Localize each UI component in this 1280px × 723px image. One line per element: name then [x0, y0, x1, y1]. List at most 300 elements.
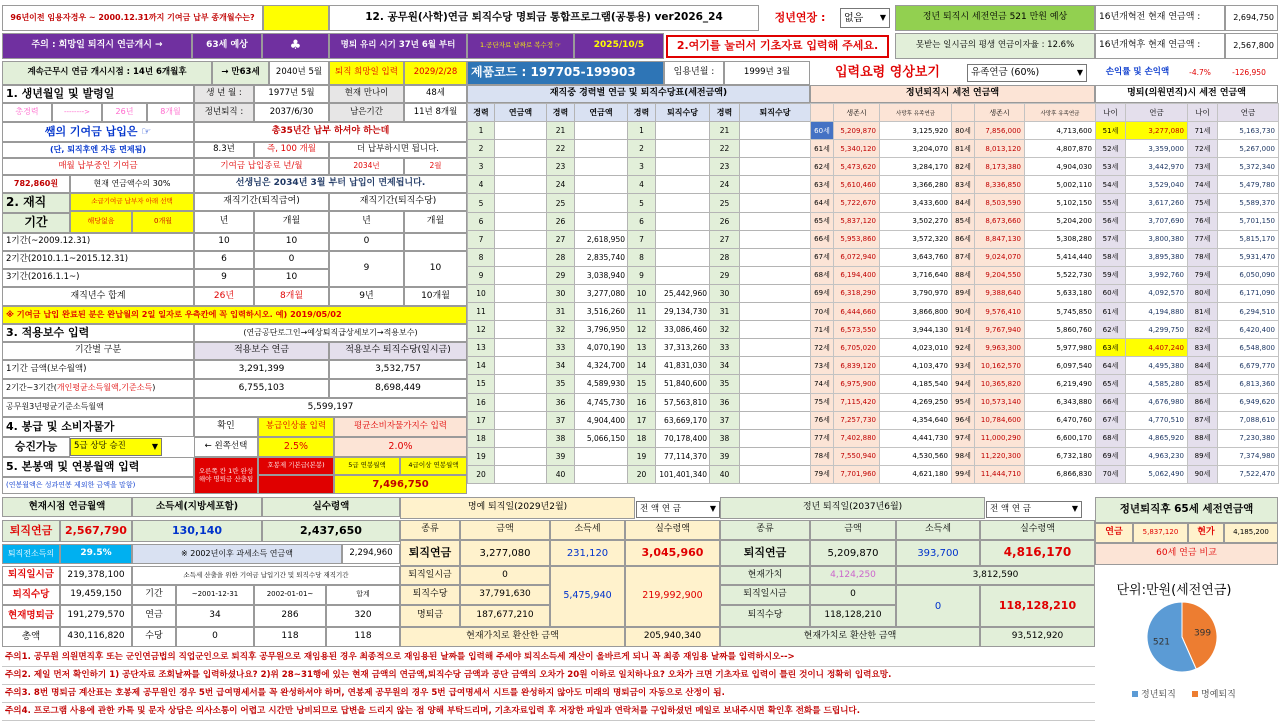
survivor-cell: 4,621,180 — [880, 465, 952, 483]
pension-cell: 7,701,960 — [834, 465, 880, 483]
chevron-down-icon: ▼ — [151, 441, 158, 451]
career-cell — [740, 248, 811, 266]
honor-pension-cell: 7,088,610 — [1218, 411, 1279, 429]
honor-pension-cell: 6,813,360 — [1218, 375, 1279, 393]
notice-line: 주의2. 제일 먼저 확인하기 1) 공단자료 조회날짜를 입력하셨나요? 2)위 28~31행에 있는 현재 금액의 연금액,퇴직수당 금액과 공단 금액의 오차가 20원 이하로 일치하나요? 오차가 크면 기초자료 입력이 틀린 것이니 정확히 입력요망. — [2, 667, 1095, 685]
table-row — [1096, 375, 1279, 393]
survivor-cell: 4,103,470 — [880, 357, 952, 375]
table-row — [811, 339, 1096, 357]
regular-net-header: 실수령액 — [980, 520, 1095, 540]
survivor-cell: 6,097,540 — [1025, 357, 1096, 375]
age-cell: 83세 — [952, 176, 975, 194]
pension-cell: 6,072,940 — [834, 248, 880, 266]
salary-base-input[interactable] — [258, 475, 334, 494]
career-cell — [495, 303, 547, 321]
honor-pension-cell: 5,267,000 — [1218, 140, 1279, 158]
tenure-allow-header: 재직기간(퇴직수당) — [329, 193, 467, 211]
salary-annual-input[interactable]: 7,496,750 — [334, 475, 467, 494]
pension-cell: 9,963,300 — [975, 339, 1025, 357]
career-cell — [575, 176, 628, 194]
career-cell: 27 — [710, 230, 740, 248]
career-cell — [656, 266, 710, 284]
period1-months: 10 — [254, 233, 329, 251]
career-cell: 13 — [628, 339, 656, 357]
retire-date: 2037/6/30 — [254, 103, 329, 122]
regular-lump-amount: 0 — [810, 585, 896, 605]
career-cell — [495, 248, 547, 266]
age-cell: 69세 — [811, 284, 834, 302]
survivor-cell: 4,530,560 — [880, 447, 952, 465]
retire-pension-value: 2,567,790 — [60, 520, 132, 542]
survivor-pension-select[interactable]: 유족연금 (60%) ▼ — [967, 64, 1087, 82]
survivor-cell: 6,732,180 — [1025, 447, 1096, 465]
pension-cell: 7,550,940 — [834, 447, 880, 465]
table-row — [811, 176, 1096, 194]
table-row — [1096, 140, 1279, 158]
career-cell — [656, 176, 710, 194]
age-cell: 75세 — [1188, 194, 1218, 212]
contribution-total: 총35년간 납부 하셔야 하는데 — [194, 122, 467, 142]
table-row — [468, 429, 811, 447]
contribution-more: 더 납부하시면 됩니다. — [329, 142, 467, 158]
survivor-cell: 3,790,970 — [880, 284, 952, 302]
salary-col1: 오른쪽 칸 1란 완성 해야 명퇴금 산출됨 — [194, 457, 258, 494]
program-title: 12. 공무원(사학)연금 퇴직수당 명퇴금 통합프로그램(공통용) ver2026_24 — [329, 5, 759, 31]
age-cell: 65세 — [1096, 375, 1126, 393]
pie-chart-title: 단위:만원(세전연금) — [1116, 582, 1232, 598]
age-cell: 55세 — [1096, 194, 1126, 212]
career-header-cell: 연금액 — [575, 104, 628, 122]
honor-bonus-label: 명퇴금 — [400, 605, 460, 627]
current-age: 48세 — [404, 85, 467, 103]
regular-allow-amount: 118,128,210 — [810, 605, 896, 627]
section5-title: 5. 본봉액 및 연봉월액 입력 — [2, 457, 194, 477]
career-cell — [656, 122, 710, 140]
career-cell: 30 — [547, 284, 575, 302]
pension-cell: 6,194,400 — [834, 266, 880, 284]
survivor-cell: 5,977,980 — [1025, 339, 1096, 357]
age65-pension-label: 연금 — [1095, 523, 1133, 543]
after-reform-value: 2,567,800 — [1225, 33, 1278, 59]
honor-pension-net: 3,045,960 — [625, 540, 720, 566]
age-cell: 88세 — [952, 266, 975, 284]
pension-cell: 11,220,300 — [975, 447, 1025, 465]
pension-table-header — [811, 104, 1096, 122]
table-row — [811, 248, 1096, 266]
career-cell — [495, 393, 547, 411]
age-cell: 92세 — [952, 339, 975, 357]
pay1-allow[interactable]: 3,532,757 — [329, 360, 467, 379]
survivor-cell: 4,441,730 — [880, 429, 952, 447]
career-cell: 16 — [468, 393, 495, 411]
table-row — [468, 230, 811, 248]
promotion-select[interactable]: 5급 상당 승진 ▼ — [70, 438, 162, 456]
career-header-cell: 경력 — [628, 104, 656, 122]
career-cell: 11 — [468, 303, 495, 321]
honor-pension-cell: 3,992,760 — [1126, 266, 1188, 284]
career-cell: 4 — [468, 176, 495, 194]
career-cell — [740, 339, 811, 357]
career-cell: 35 — [710, 375, 740, 393]
total-career-label: 총경력 — [2, 103, 52, 122]
age-cell: 62세 — [811, 158, 834, 176]
career-cell — [575, 158, 628, 176]
pay1-pension[interactable]: 3,291,399 — [194, 360, 329, 379]
table-row — [468, 375, 811, 393]
pension-cell: 6,839,120 — [834, 357, 880, 375]
career-table-header — [468, 104, 811, 122]
career-cell — [656, 158, 710, 176]
career-cell: 22 — [547, 140, 575, 158]
allowance-value: 19,459,150 — [60, 585, 132, 605]
career-cell — [740, 122, 811, 140]
notice-line: 주의1. 공무원 의원면직후 또는 군인연금법의 직업군인으로 퇴직후 공무원으로 재임용된 경우 최종적으로 재임용된 날짜를 입력해 주세야 퇴직소득세 계산이 올바르게 되니 꼭 최종 재임용 날짜를 입력하시오--> — [2, 649, 1095, 667]
career-cell — [740, 212, 811, 230]
career-cell: 33 — [710, 339, 740, 357]
survivor-cell: 5,002,110 — [1025, 176, 1096, 194]
pie-chart-panel — [1097, 567, 1278, 705]
pension-cell: 9,024,070 — [975, 248, 1025, 266]
regular-pension-amount: 5,209,870 — [810, 540, 896, 566]
honor-tax2: 5,475,940 — [550, 566, 625, 627]
allow-period-label: 수당 — [132, 627, 176, 647]
career-cell: 5,066,150 — [575, 429, 628, 447]
career-cell: 10 — [468, 284, 495, 302]
age-cell: 82세 — [1188, 321, 1218, 339]
career-cell — [656, 230, 710, 248]
table-row — [811, 158, 1096, 176]
age-cell: 67세 — [1096, 411, 1126, 429]
career-cell: 19 — [628, 447, 656, 465]
table-row — [811, 266, 1096, 284]
career-cell — [575, 465, 628, 483]
career-cell — [740, 411, 811, 429]
pension-header-cell: 생존시 — [834, 104, 880, 122]
career-cell: 77,114,370 — [656, 447, 710, 465]
legend-swatch — [1192, 691, 1198, 697]
promotion-label: 승진가능 — [2, 437, 70, 457]
chevron-down-icon: ▼ — [1076, 67, 1083, 77]
career-cell: 63,669,170 — [656, 411, 710, 429]
retro-none-select[interactable]: 해당없음 — [70, 211, 132, 233]
honor-type-header: 종류 — [400, 520, 460, 540]
table-row — [468, 284, 811, 302]
career-cell: 3,277,080 — [575, 284, 628, 302]
honor-allow-amount: 37,791,630 — [460, 585, 550, 605]
age-cell: 66세 — [1096, 393, 1126, 411]
honor-pension-cell: 5,931,470 — [1218, 248, 1279, 266]
table-row — [1096, 339, 1279, 357]
before-1996-input[interactable] — [263, 5, 329, 31]
career-table — [467, 103, 811, 484]
pension-cell: 8,336,850 — [975, 176, 1025, 194]
career-cell: 3,796,950 — [575, 321, 628, 339]
survivor-cell: 6,219,490 — [1025, 375, 1096, 393]
honor-pension-cell: 7,230,380 — [1218, 429, 1279, 447]
product-code: 제품코드 : 197705-199903 — [467, 61, 664, 85]
career-cell: 28 — [710, 248, 740, 266]
lump-note: 소득세 산출을 위한 기여금 납입기간 및 퇴직수당 재직기간 — [132, 566, 400, 585]
regular-current-value: 4,124,250 — [810, 566, 896, 585]
table-row — [1096, 266, 1279, 284]
career-cell — [575, 447, 628, 465]
period2-years: 6 — [194, 251, 254, 269]
avg-income-value: 5,599,197 — [194, 398, 467, 417]
career-cell: 36 — [710, 393, 740, 411]
input-base-data-button[interactable]: 2.여기를 눌러서 기초자료 입력해 주세요. — [666, 35, 889, 58]
notice-line: 주의3. 8번 명퇴금 계산표는 호봉제 공무원인 경우 5번 급여명세서를 꼭 완성하셔야 하며, 연봉제 공무원의 경우 5번 급여명세서 시트를 완성하지 않아도 미래의 명퇴금이 자동으로 산정이 됨. — [2, 685, 1095, 703]
career-cell — [495, 339, 547, 357]
age-cell: 71세 — [811, 321, 834, 339]
career-cell: 51,840,600 — [656, 375, 710, 393]
honor-net2: 219,992,900 — [625, 566, 720, 627]
age-cell: 61세 — [1096, 303, 1126, 321]
survivor-cell: 3,716,640 — [880, 266, 952, 284]
monthly-contribution-amount: 782,860원 — [2, 175, 70, 193]
age-cell: 56세 — [1096, 212, 1126, 230]
career-cell — [575, 212, 628, 230]
age-cell: 82세 — [952, 158, 975, 176]
honor-pension-type-select[interactable]: 전 액 연 금 ▼ — [636, 501, 720, 518]
career-cell — [656, 140, 710, 158]
pension-period-b: 286 — [254, 605, 326, 627]
retire-pension-net: 2,437,650 — [262, 520, 400, 542]
table-row — [468, 176, 811, 194]
table-row — [468, 321, 811, 339]
age-cell: 61세 — [811, 140, 834, 158]
table-row — [468, 248, 811, 266]
honor-pension-cell: 5,815,170 — [1218, 230, 1279, 248]
honor-net-header: 실수령액 — [625, 520, 720, 540]
avg-income-label: 공무원3년평균기준소득월액 — [2, 398, 194, 417]
age-cell: 57세 — [1096, 230, 1126, 248]
table-row — [1096, 429, 1279, 447]
table-row — [1096, 465, 1279, 483]
age-cell: 62세 — [1096, 321, 1126, 339]
table-row — [468, 447, 811, 465]
career-cell: 19 — [468, 447, 495, 465]
career-cell: 40 — [710, 465, 740, 483]
age-cell: 90세 — [952, 303, 975, 321]
career-cell: 8 — [468, 248, 495, 266]
career-cell: 18 — [468, 429, 495, 447]
pay2-pension[interactable]: 6,755,103 — [194, 379, 329, 398]
honor-pension-cell: 4,299,750 — [1126, 321, 1188, 339]
honor-pv-label: 현재가치로 환산한 금액 — [400, 627, 625, 647]
after-reform-label: 16년개혁후 현재 연금액 : — [1095, 33, 1225, 59]
guide-video-link[interactable]: 입력요령 영상보기 — [835, 64, 940, 80]
survivor-cell: 5,414,440 — [1025, 248, 1096, 266]
age-cell: 84세 — [952, 194, 975, 212]
age65-pv-label: 현가 — [1188, 523, 1224, 543]
pension-cell: 9,767,940 — [975, 321, 1025, 339]
tenure-allow-total-months: 10개월 — [404, 287, 467, 306]
confirm-label: 확인 — [194, 417, 258, 437]
section1-title: 1. 생년월일 및 발령일 — [2, 85, 194, 103]
age-cell: 67세 — [811, 248, 834, 266]
remain-label: 남은기간 — [329, 103, 404, 122]
period2-months: 0 — [254, 251, 329, 269]
age-cell: 95세 — [952, 393, 975, 411]
regular-pv-label: 현재가치로 환산한 금액 — [720, 627, 980, 647]
cpi-input[interactable]: 2.0% — [334, 437, 467, 457]
table-row — [1096, 321, 1279, 339]
career-cell: 4 — [628, 176, 656, 194]
career-cell — [656, 194, 710, 212]
base-date-input[interactable]: 2025/10/5 — [574, 33, 664, 59]
table-row — [468, 339, 811, 357]
survivor-cell: 4,807,870 — [1025, 140, 1096, 158]
career-cell: 36 — [547, 393, 575, 411]
section3-title: 3. 적용보수 입력 — [2, 324, 194, 342]
survivor-cell: 5,102,150 — [1025, 194, 1096, 212]
survivor-cell: 4,713,600 — [1025, 122, 1096, 140]
month-header-2: 개월 — [404, 211, 467, 233]
total-career-years: 26년 — [102, 103, 147, 122]
career-cell — [495, 321, 547, 339]
age-cell: 78세 — [811, 447, 834, 465]
career-cell: 3 — [468, 158, 495, 176]
honor-bonus-amount: 187,677,210 — [460, 605, 550, 627]
table-row — [811, 465, 1096, 483]
hire-date-label: 임용년월 : — [664, 61, 724, 85]
pension-cell: 6,573,550 — [834, 321, 880, 339]
table-row — [1096, 176, 1279, 194]
career-cell: 29 — [547, 266, 575, 284]
post2002-value: 2,294,960 — [342, 544, 400, 564]
total-value: 430,116,820 — [60, 627, 132, 647]
career-cell: 4,589,930 — [575, 375, 628, 393]
retire-pension-table — [810, 103, 1096, 484]
continued-service-label: 계속근무시 연금 개시시점 : 14년 6개월후 — [2, 61, 212, 85]
survivor-cell: 4,023,010 — [880, 339, 952, 357]
section2-title-2: 기간 — [2, 213, 70, 233]
career-cell: 57,563,810 — [656, 393, 710, 411]
pie-data-label: 399 — [1193, 628, 1212, 639]
table-row — [468, 158, 811, 176]
retire-pension-tax: 130,140 — [132, 520, 262, 542]
table-row — [811, 393, 1096, 411]
age-cell: 89세 — [952, 284, 975, 302]
total-label: 총액 — [2, 627, 60, 647]
pension-cell: 5,837,120 — [834, 212, 880, 230]
age-cell: 81세 — [952, 140, 975, 158]
contribution-end-year: 2034년 — [329, 158, 404, 175]
regular-pension-type-select[interactable]: 전 액 연 금 ▼ — [986, 501, 1082, 518]
career-cell: 26 — [547, 212, 575, 230]
table-row — [468, 212, 811, 230]
base-date-label: 1.공단자료 날짜로 복수정 ☞ — [467, 33, 574, 59]
career-cell: 6 — [628, 212, 656, 230]
before-reform-label: 16년개혁전 현재 연금액 : — [1095, 5, 1225, 31]
contribution-years: 8.3년 — [194, 142, 254, 158]
honor-pension-tax: 231,120 — [550, 540, 625, 566]
period3-years: 9 — [194, 269, 254, 287]
survivor-cell: 3,866,800 — [880, 303, 952, 321]
honor-header-cell: 나이 — [1188, 104, 1218, 122]
table-row — [468, 393, 811, 411]
honor-table-header — [1096, 104, 1279, 122]
career-cell: 3 — [628, 158, 656, 176]
retirement-extension-label: 정년연장 : — [774, 10, 826, 24]
career-header-cell: 경력 — [547, 104, 575, 122]
age-cell: 77세 — [811, 429, 834, 447]
honor-pension-cell: 4,865,920 — [1126, 429, 1188, 447]
age-cell: 65세 — [811, 212, 834, 230]
pension-cell: 6,975,900 — [834, 375, 880, 393]
honor-pension-cell: 5,163,730 — [1218, 122, 1279, 140]
career-cell: 20 — [628, 465, 656, 483]
retire-pension-title: 정년퇴직시 세전 연금액 — [810, 85, 1095, 103]
year-header-2: 년 — [329, 211, 404, 233]
career-header-cell: 퇴직수당 — [656, 104, 710, 122]
age-cell: 53세 — [1096, 158, 1126, 176]
age-cell: 70세 — [811, 303, 834, 321]
honor-pension-cell: 4,092,570 — [1126, 284, 1188, 302]
pension-cell: 5,209,870 — [834, 122, 880, 140]
age-cell: 76세 — [1188, 212, 1218, 230]
pension-cell: 10,784,600 — [975, 411, 1025, 429]
honor-pension-amount: 3,277,080 — [460, 540, 550, 566]
honor-pension-cell: 3,529,040 — [1126, 176, 1188, 194]
survivor-cell: 6,600,170 — [1025, 429, 1096, 447]
age-cell: 97세 — [952, 429, 975, 447]
table-row — [811, 230, 1096, 248]
table-row — [468, 122, 811, 140]
age-cell: 60세 — [1096, 284, 1126, 302]
career-cell — [656, 248, 710, 266]
hope-date-input[interactable]: 2029/2/28 — [404, 61, 467, 85]
profit-loss-label: 손익률 및 손익액 — [1105, 67, 1170, 78]
year-header-1: 년 — [194, 211, 254, 233]
age-cell: 68세 — [1096, 429, 1126, 447]
career-cell — [495, 140, 547, 158]
career-cell: 5 — [628, 194, 656, 212]
career-cell: 34 — [547, 357, 575, 375]
honor-pension-cell: 5,479,780 — [1218, 176, 1279, 194]
career-cell — [495, 411, 547, 429]
career-cell: 7 — [468, 230, 495, 248]
age-cell: 80세 — [1188, 284, 1218, 302]
career-cell — [740, 465, 811, 483]
age-cell: 69세 — [1096, 447, 1126, 465]
career-cell: 18 — [628, 429, 656, 447]
retirement-extension-select[interactable]: 없음 ▼ — [840, 8, 890, 28]
raise-rate-input[interactable]: 2.5% — [258, 437, 334, 457]
remain-value: 11년 8개월 — [404, 103, 467, 122]
honor-lump-amount: 0 — [460, 566, 550, 585]
career-cell: 23 — [547, 158, 575, 176]
honor-pension-cell: 3,707,690 — [1126, 212, 1188, 230]
honor-pension-cell: 6,050,090 — [1218, 266, 1279, 284]
career-cell — [740, 375, 811, 393]
honor-retire-title: 명예 퇴직일(2029년2월) — [400, 497, 635, 519]
contribution-title: 쌤의 기여금 납입은 ☞ — [2, 122, 194, 142]
age-cell: 64세 — [811, 194, 834, 212]
age-cell: 51세 — [1096, 122, 1126, 140]
pension-cell: 7,402,880 — [834, 429, 880, 447]
survivor-cell: 5,204,200 — [1025, 212, 1096, 230]
honor-allow-label: 퇴직수당 — [400, 585, 460, 605]
age-cell: 75세 — [811, 393, 834, 411]
career-cell: 4,070,190 — [575, 339, 628, 357]
survivor-cell: 4,354,640 — [880, 411, 952, 429]
career-cell — [740, 393, 811, 411]
before-reform-value: 2,694,750 — [1225, 5, 1278, 31]
pay2-allow[interactable]: 8,698,449 — [329, 379, 467, 398]
left-select-hint: ← 왼쪽선택 — [194, 437, 258, 457]
total-career-arrow: --------> — [52, 103, 102, 122]
